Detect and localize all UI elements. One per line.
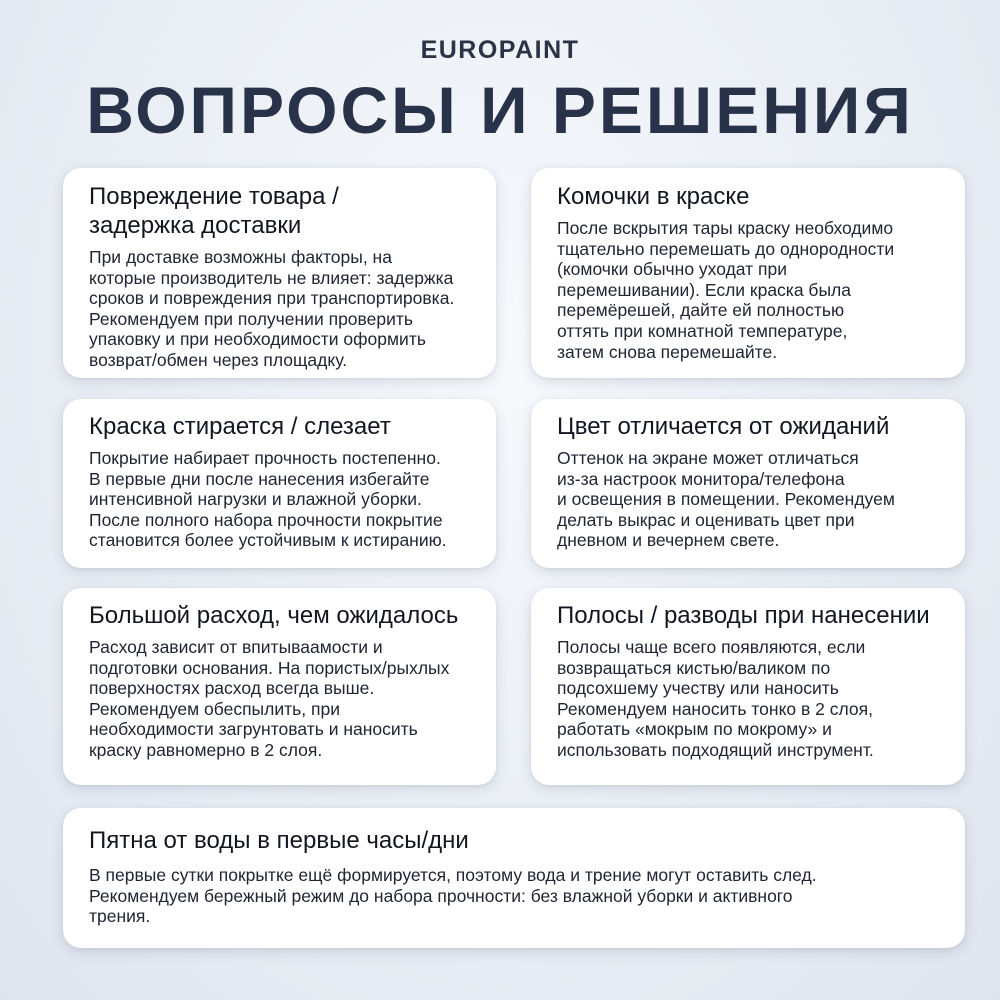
faq-card-body: Оттенок на экране может отличаться из-за настроок монитора/телефона и освещения в помещении. Рекомендуем делать выкрас и оценивать цвет при дневном и вечернем свете. (557, 448, 895, 551)
faq-card-body: Расход зависит от впитываамости и подготовки основания. На пористых/рыхлых поверхностях расход всегда выше. Рекомендуем обеспылить, при необходимости загрунтовать и наносить краску равномерно в 2 слоя. (89, 637, 450, 760)
faq-card-color-mismatch (531, 399, 965, 568)
faq-card-body: После вскрытия тары краску необходимо тщательно перемешать до однородности (комочки обычно уходат при перемешивании). Если краска была перемёрешей, дайте ей полностью оттять при комнатной температуре, затем снова перемешайте. (557, 218, 895, 362)
faq-card-title: Пятна от воды в первые часы/дни (89, 827, 469, 854)
faq-card-title: Цвет отличается от ожиданий (557, 413, 890, 440)
faq-card-water-stains (63, 808, 965, 948)
faq-card-lumps (531, 168, 965, 378)
faq-card-body: Полосы чаще всего появляются, если возвращаться кистью/валиком по подсохшему учеству или наносить Рекомендуем наносить тонко в 2 слоя, работать «мокрым по мокрому» и использовать подходящий инструмент. (557, 637, 874, 760)
faq-card-paint-wearing (63, 399, 496, 568)
faq-card-title: Комочки в краске (557, 183, 750, 210)
faq-card-high-consumption (63, 588, 496, 785)
faq-card-title: Полосы / разводы при нанесении (557, 602, 930, 629)
brand-name: EUROPAINT (420, 36, 580, 64)
faq-card-title: Большой расход, чем ожидалось (89, 602, 459, 629)
faq-card-title: Краска стирается / слезает (89, 413, 391, 440)
faq-card-title: Повреждение товара / задержка доставки (89, 183, 339, 239)
faq-card-body: Покрытие набирает прочность постепенно. В первые дни после нанесения избегайте интенсивной нагрузки и влажной уборки. После полного набора прочности покрытие становится более устойчивым к истиранию. (89, 448, 447, 551)
page-title: ВОПРОСЫ И РЕШЕНИЯ (86, 73, 914, 147)
faq-card-body: В первые сутки покрытке ещё формируется, поэтому вода и трение могут оставить след. Рекомендуем бережный режим до набора прочности: без влажной уборки и активного трения. (89, 865, 817, 927)
faq-card-streaks (531, 588, 965, 785)
faq-card-body: При доставке возможны факторы, на которые производитель не влияет: задержка сроков и повреждения при транспортировка. Рекомендуем при получении проверить упаковку и при необходимости оформить возврат/обмен через площадку. (89, 247, 455, 370)
faq-card-delivery-damage (63, 168, 496, 378)
